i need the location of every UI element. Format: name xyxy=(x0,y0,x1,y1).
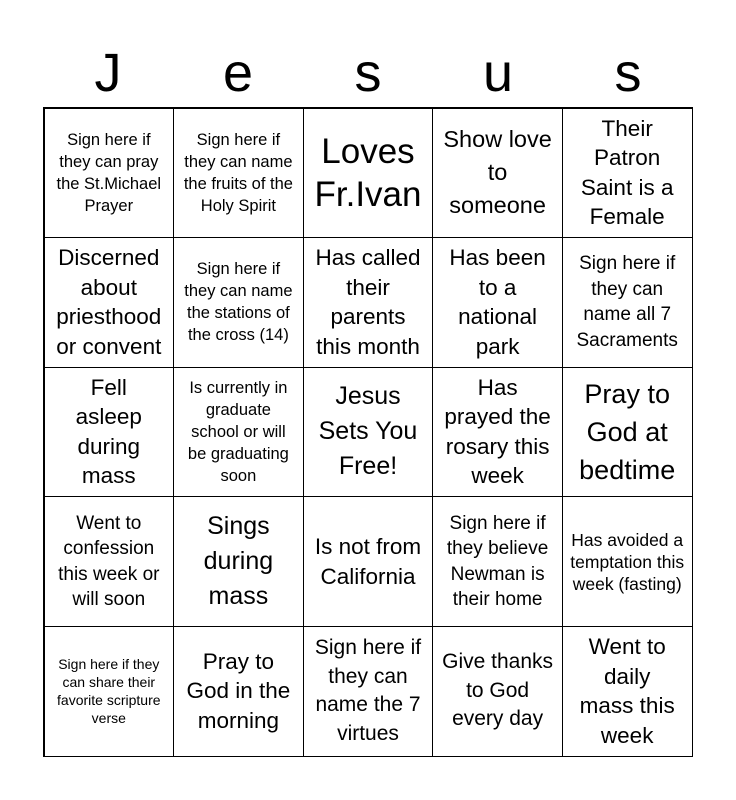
bingo-cell[interactable] xyxy=(303,367,434,498)
cell-text: Their Patron Saint is a Female xyxy=(580,115,674,230)
bingo-cell[interactable] xyxy=(303,108,434,239)
bingo-cell[interactable] xyxy=(432,108,563,239)
cell-text: Went to confession this week or will soon xyxy=(58,512,160,611)
bingo-cell[interactable] xyxy=(173,367,304,498)
cell-text: Sign here if they believe Newman is their home xyxy=(446,512,549,611)
header-letter-s: s xyxy=(354,43,382,103)
bingo-cell[interactable] xyxy=(432,626,563,757)
bingo-header xyxy=(43,40,693,106)
cell-text: Sign here if they can name the fruits of the Holy Spirit xyxy=(183,130,293,215)
cell-text: Show love to someone xyxy=(443,126,552,219)
cell-text: Went to daily mass this week xyxy=(579,634,675,748)
bingo-cell[interactable] xyxy=(432,496,563,627)
bingo-cell[interactable] xyxy=(44,367,175,498)
cell-text: Fell asleep during mass xyxy=(75,374,142,489)
cell-text: Pray to God in the morning xyxy=(186,648,291,733)
cell-text: Is currently in graduate school or will be graduating soon xyxy=(187,378,289,485)
cell-text: Loves Fr.Ivan xyxy=(314,131,422,214)
cell-text: Has avoided a temptation this week (fasting) xyxy=(570,529,685,594)
bingo-cell[interactable] xyxy=(303,626,434,757)
cell-text: Sign here if they can name the 7 virtues xyxy=(314,636,422,745)
bingo-cell[interactable] xyxy=(44,626,175,757)
bingo-cell[interactable] xyxy=(432,367,563,498)
header-letter-s2: s xyxy=(614,43,642,103)
cell-text: Pray to God at bedtime xyxy=(579,378,676,485)
bingo-cell[interactable] xyxy=(562,367,693,498)
cell-text: Has prayed the rosary this week xyxy=(444,374,551,489)
bingo-cell[interactable] xyxy=(562,496,693,627)
cell-text: Give thanks to God every day xyxy=(442,650,554,731)
bingo-cell[interactable] xyxy=(173,626,304,757)
bingo-cell[interactable] xyxy=(44,237,175,368)
bingo-cell[interactable] xyxy=(303,496,434,627)
bingo-cell[interactable] xyxy=(562,237,693,368)
bingo-cell[interactable] xyxy=(562,626,693,757)
cell-text: Sign here if they can pray the St.Michael Prayer xyxy=(56,130,162,215)
cell-text: Has been to a national park xyxy=(449,245,546,359)
cell-text: Sign here if they can name all 7 Sacraments xyxy=(576,253,678,351)
bingo-cell[interactable] xyxy=(44,108,175,239)
bingo-cell[interactable] xyxy=(562,108,693,239)
bingo-cell[interactable] xyxy=(303,237,434,368)
bingo-cell[interactable] xyxy=(173,108,304,239)
cell-text: Sign here if they can name the stations of the cross (14) xyxy=(184,260,293,345)
cell-text: Discerned about priesthood or convent xyxy=(56,245,162,359)
cell-text: Sign here if they can share their favorite scripture verse xyxy=(57,656,161,727)
cell-text: Jesus Sets You Free! xyxy=(318,382,418,481)
bingo-cell[interactable] xyxy=(173,496,304,627)
bingo-cell[interactable] xyxy=(432,237,563,368)
header-letter-j: J xyxy=(94,43,122,103)
bingo-cell[interactable] xyxy=(44,496,175,627)
bingo-cell[interactable] xyxy=(173,237,304,368)
bingo-board xyxy=(43,107,693,757)
header-letter-u: u xyxy=(482,43,514,103)
cell-text: Has called their parents this month xyxy=(315,245,421,359)
cell-text: Is not from California xyxy=(314,534,422,589)
header-letter-e: e xyxy=(222,43,254,103)
cell-text: Sings during mass xyxy=(203,512,274,611)
